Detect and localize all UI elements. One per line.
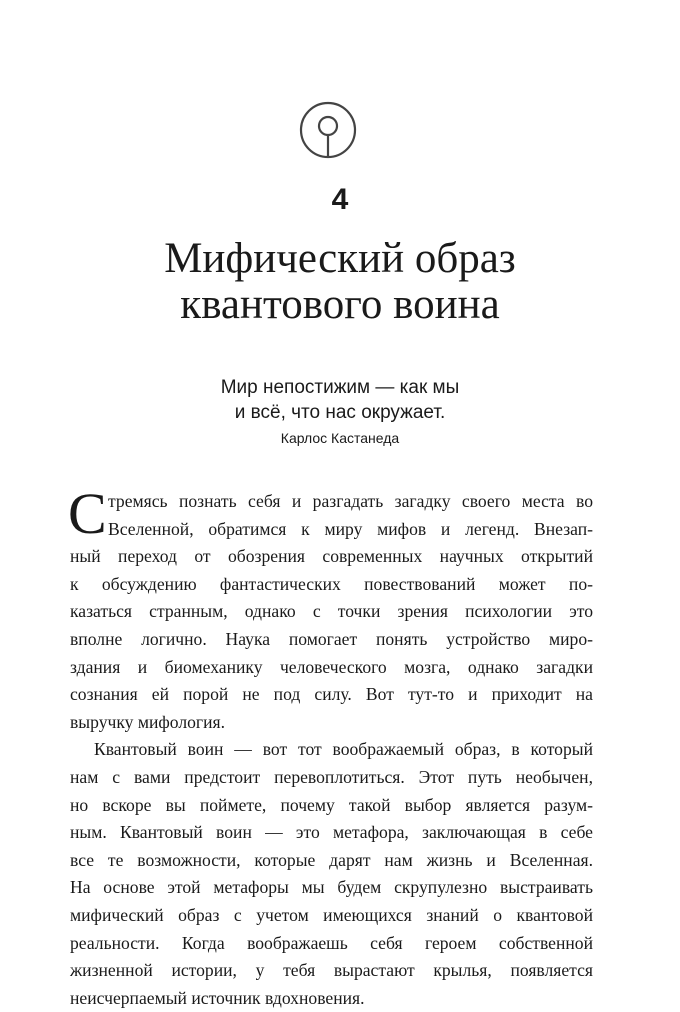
chapter-title [0,236,680,328]
paragraph-2 [70,736,593,1012]
text-line: Вселенной, обратимся к миру мифов и легенд. Внезап- [108,518,593,539]
text-line: Квантовый воин — вот тот воображаемый образ, в который [94,739,593,760]
chapter-title-line: Мифический образ [164,235,516,282]
text-line: казаться странным, однако с точки зрения психологии это [70,601,593,622]
text-line: здания и биомеханику человеческого мозга, однако загадки [70,656,593,677]
text-line: тремясь познать себя и разгадать загадку своего места во [108,491,593,511]
text-line: вполне логично. Наука помогает понять устройство миро- [70,628,593,649]
chapter-title-line: квантового воина [180,281,500,328]
epigraph-author: Карлос Кастанеда [280,430,400,446]
text-line: На основе этой метафоры мы будем скрупулезно выстраивать [70,877,593,898]
drop-cap: С [68,481,107,546]
text-line: неисчерпаемый источник вдохновения. [70,987,365,1008]
text-line: жизненной истории, у тебя вырастают крылья, появляется [70,960,593,981]
text-line: ный переход от обозрения современных научных открытий [70,546,593,567]
text-line: к обсуждению фантастических повествований может по- [70,573,593,594]
text-line: нам с вами предстоит перевоплотиться. Этот путь необычен, [70,766,593,787]
text-line: ным. Квантовый воин — это метафора, заключающая в себе [70,822,593,843]
epigraph [0,375,680,448]
text-line: выручку мифология. [70,711,226,732]
text-line: все те возможности, которые дарят нам жизнь и Вселенная. [70,849,593,870]
chapter-emblem-icon [298,100,358,160]
epigraph-line: Мир непостижим — как мы [220,377,460,398]
body-text [68,481,593,1012]
chapter-number: 4 [331,183,349,216]
paragraph-1 [68,481,593,736]
epigraph-line: и всё, что нас окружает. [234,402,446,423]
text-line: сознания ей порой не под силу. Вот тут-то и приходит на [70,684,593,705]
text-line: мифический образ с учетом имеющихся знаний о квантовой [70,904,593,925]
text-line: реальности. Когда воображаешь себя героем собственной [70,932,593,953]
text-line: но вскоре вы поймете, почему такой выбор является разум- [70,794,593,815]
